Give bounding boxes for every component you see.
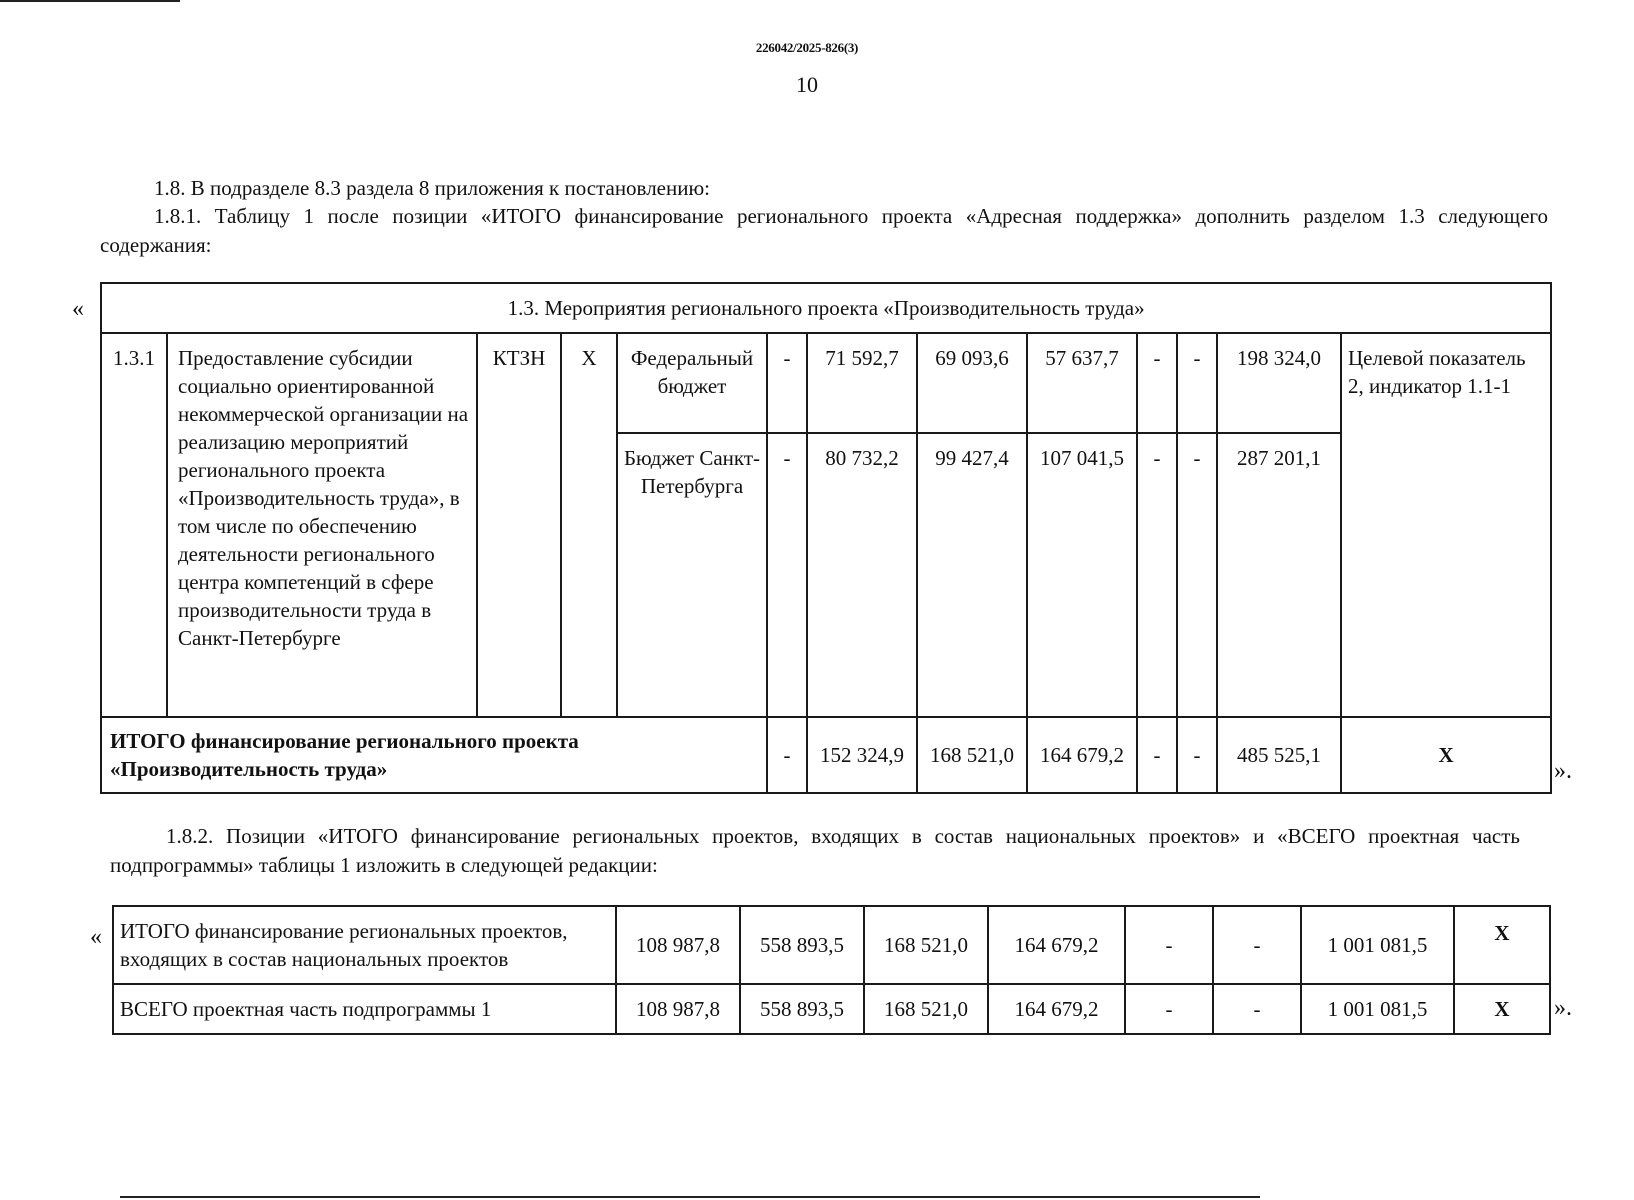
row-target-indicator: Целевой показатель 2, индикатор 1.1-1 (1341, 333, 1551, 717)
source-value: 107 041,5 (1027, 433, 1137, 717)
totals-value: 108 987,8 (616, 984, 740, 1034)
total-x-mark: Х (1341, 717, 1551, 793)
total-value: 168 521,0 (917, 717, 1027, 793)
source-value: - (1177, 333, 1217, 433)
totals-value: 164 679,2 (988, 906, 1125, 984)
paragraph-1-8-2: 1.8.2. Позиции «ИТОГО финансирование региональных проектов, входящих в состав национальных проектов» и «ВСЕГО проектная часть подпрограммы» таблицы 1 изложить в следующей редакции: (110, 824, 1520, 877)
source-value: 57 637,7 (1027, 333, 1137, 433)
source-value: - (1137, 433, 1177, 717)
page-number: 10 (796, 72, 818, 97)
table-totals (112, 905, 1551, 1035)
opening-quote-table1: « (72, 296, 84, 322)
source-total: 287 201,1 (1217, 433, 1341, 717)
totals-x-mark: Х (1454, 906, 1550, 984)
opening-quote-table2: « (90, 924, 102, 950)
totals-value: 108 987,8 (616, 906, 740, 984)
totals-value: 558 893,5 (740, 984, 864, 1034)
total-value: 164 679,2 (1027, 717, 1137, 793)
source-value: - (767, 333, 807, 433)
row-description: Предоставление субсидии социально ориентированной некоммерческой организации на реализацию мероприятий регионального проекта «Производительность труда», в том числе по обеспечению деятельности регионального центра компетенций в сфере производительности труда в Санкт-Петербурге (167, 333, 477, 717)
row-executor: КТЗН (477, 333, 561, 717)
total-value: - (767, 717, 807, 793)
section-title: 1.3. Мероприятия регионального проекта «Производительность труда» (101, 283, 1551, 333)
source-value: 69 093,6 (917, 333, 1027, 433)
total-value: - (1177, 717, 1217, 793)
source-value: - (1137, 333, 1177, 433)
totals-sum: 1 001 081,5 (1301, 984, 1454, 1034)
total-value: - (1137, 717, 1177, 793)
row-x-mark: Х (561, 333, 617, 717)
source-name: Федеральный бюджет (617, 333, 767, 433)
totals-sum: 1 001 081,5 (1301, 906, 1454, 984)
document-number: 226042/2025-826(3) (755, 40, 859, 55)
paragraph-1-8: 1.8. В подразделе 8.3 раздела 8 приложения к постановлению: (154, 176, 710, 200)
totals-value: 168 521,0 (864, 906, 988, 984)
scan-edge-line-bottom (120, 1196, 1260, 1198)
source-value: 80 732,2 (807, 433, 917, 717)
totals-value: - (1125, 906, 1213, 984)
totals-value: 558 893,5 (740, 906, 864, 984)
total-row-label: ИТОГО финансирование регионального проекта «Производительность труда» (101, 717, 767, 793)
scan-edge-line-top (0, 0, 180, 2)
totals-x-mark: Х (1454, 984, 1550, 1034)
table-project-section (100, 282, 1552, 794)
source-value: 71 592,7 (807, 333, 917, 433)
totals-row-label: ИТОГО финансирование региональных проектов, входящих в состав национальных проектов (113, 906, 616, 984)
source-value: 99 427,4 (917, 433, 1027, 717)
source-total: 198 324,0 (1217, 333, 1341, 433)
row-number: 1.3.1 (101, 333, 167, 717)
closing-quote-table2: ». (1554, 995, 1572, 1021)
totals-value: 168 521,0 (864, 984, 988, 1034)
totals-value: - (1125, 984, 1213, 1034)
source-name: Бюджет Санкт-Петербурга (617, 433, 767, 717)
total-sum: 485 525,1 (1217, 717, 1341, 793)
totals-value: 164 679,2 (988, 984, 1125, 1034)
totals-value: - (1213, 984, 1301, 1034)
source-value: - (1177, 433, 1217, 717)
totals-value: - (1213, 906, 1301, 984)
totals-row-label: ВСЕГО проектная часть подпрограммы 1 (113, 984, 616, 1034)
total-value: 152 324,9 (807, 717, 917, 793)
closing-quote-table1: ». (1554, 758, 1572, 784)
source-value: - (767, 433, 807, 717)
paragraph-1-8-1: 1.8.1. Таблицу 1 после позиции «ИТОГО финансирование регионального проекта «Адресная поддержка» дополнить разделом 1.3 следующего содержания: (100, 204, 1548, 257)
